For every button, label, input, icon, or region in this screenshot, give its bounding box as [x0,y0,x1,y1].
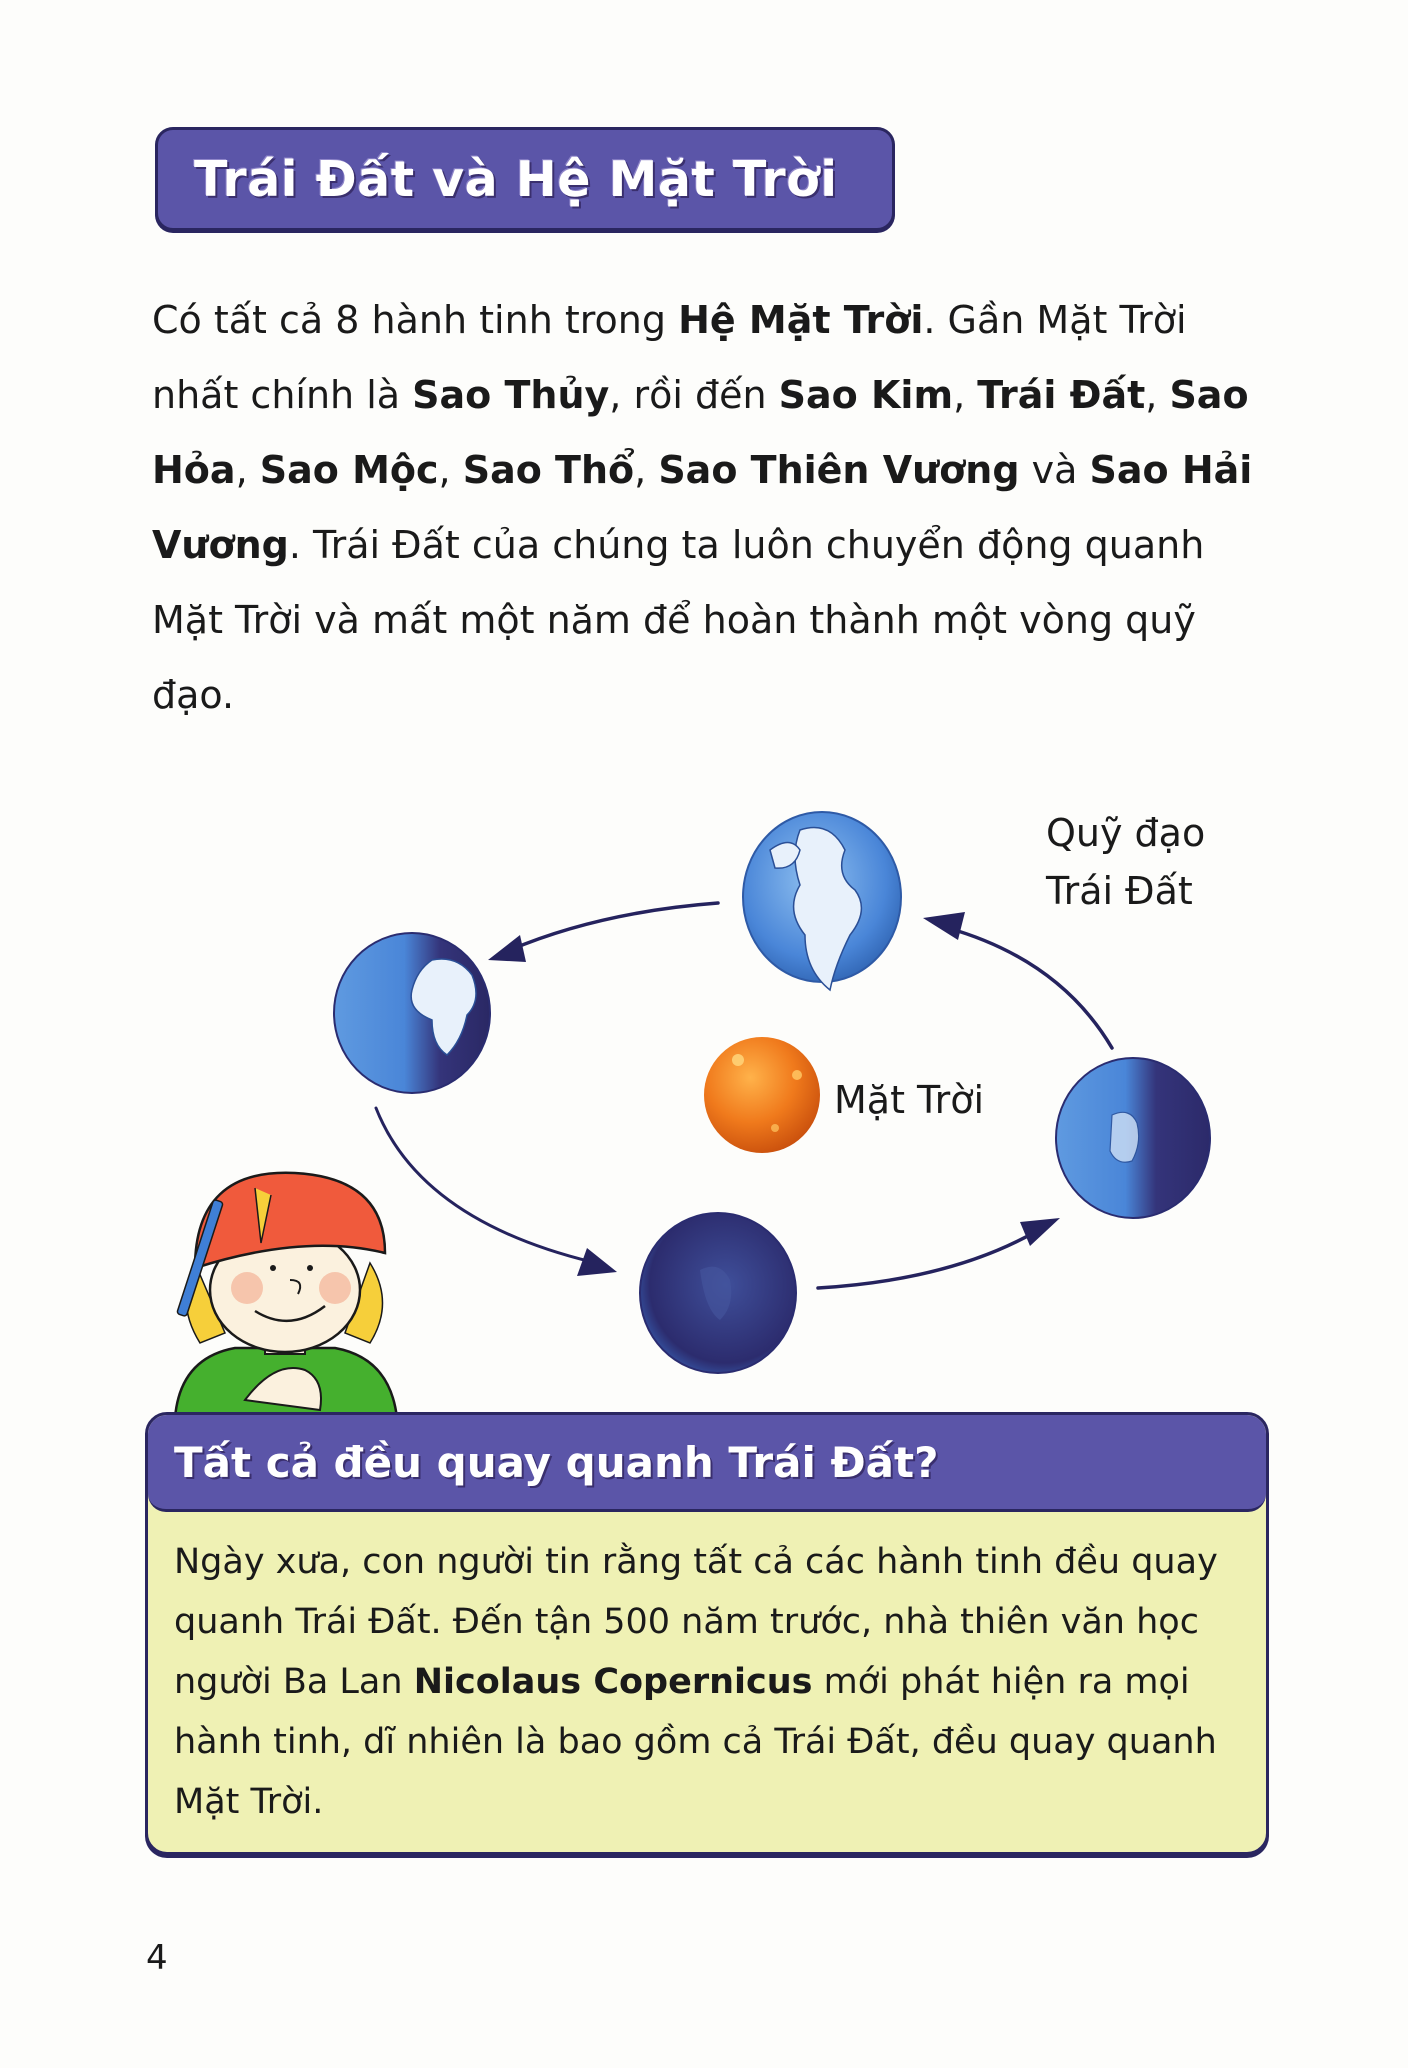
emphasized-term: Sao Kim [778,373,954,417]
arrow-head-icon [488,935,526,962]
text-run: . Trái Đất của chúng ta luôn chuyển động quanh Mặt Trời và mất một năm để hoàn thành một vòng quỹ đạo. [152,523,1205,717]
text-run: , [634,448,659,492]
info-callout-box [145,1412,1269,1855]
text-run: Có tất cả 8 hành tinh trong [152,298,679,342]
earth-bottom-icon [640,1213,796,1373]
emphasized-term: Sao Thiên Vương [658,448,1020,492]
arrow-head-icon [923,912,965,940]
orbit-arrow-bottom-to-right [818,1232,1035,1288]
emphasized-term: Nicolaus Copernicus [413,1662,813,1702]
arrow-head-icon [577,1248,617,1276]
arrow-head-icon [1020,1218,1060,1246]
text-run: , [235,448,260,492]
sun-icon [704,1037,820,1153]
info-callout-body [148,1512,1234,1832]
text-run: mới phát hiện ra mọi hành tinh, dĩ nhiên là bao gồm cả Trái Đất, đều quay quanh Mặt Trời. [174,1662,1217,1822]
emphasized-term: Sao Mộc [259,448,439,492]
info-callout-header [148,1415,1266,1512]
text-run: Ngày xưa, con người tin rằng tất cả các hành tinh đều quay quanh Trái Đất. Đến tận 500 năm trước, nhà thiên văn học người Ba Lan [174,1542,1218,1702]
orbit-arrow-left-to-bottom [376,1108,592,1262]
section-title: Trái Đất và Hệ Mặt Trời [194,150,838,208]
section-title-banner [155,127,895,231]
boy-illustration [165,1168,405,1418]
orbit-label [1046,804,1205,920]
page-number: 4 [146,1938,168,1978]
orbit-label-line2: Trái Đất [1046,869,1193,913]
emphasized-term: Sao Hải Vương [152,448,1253,567]
text-run: , [953,373,978,417]
earth-right-icon [1056,1058,1210,1218]
text-run: , [438,448,463,492]
info-callout-heading: Tất cả đều quay quanh Trái Đất? [174,1437,939,1487]
emphasized-term: Sao Thổ [462,448,635,492]
orbit-arrow-right-to-top [948,928,1112,1048]
emphasized-term: Sao Thủy [412,373,610,417]
emphasized-term: Trái Đất [977,373,1146,417]
text-run: , rồi đến [609,373,779,417]
orbit-arrow-top-to-left [510,903,718,950]
text-run: , [1145,373,1170,417]
orbit-label-line1: Quỹ đạo [1046,811,1206,855]
sun-label: Mặt Trời [834,1078,985,1122]
emphasized-term: Sao Hỏa [152,373,1249,492]
intro-paragraph [152,283,1272,733]
emphasized-term: Hệ Mặt Trời [678,298,924,342]
text-run: và [1019,448,1090,492]
earth-top-icon [743,812,901,990]
text-run: . Gần Mặt Trời nhất chính là [152,298,1187,417]
earth-left-icon [334,933,490,1093]
